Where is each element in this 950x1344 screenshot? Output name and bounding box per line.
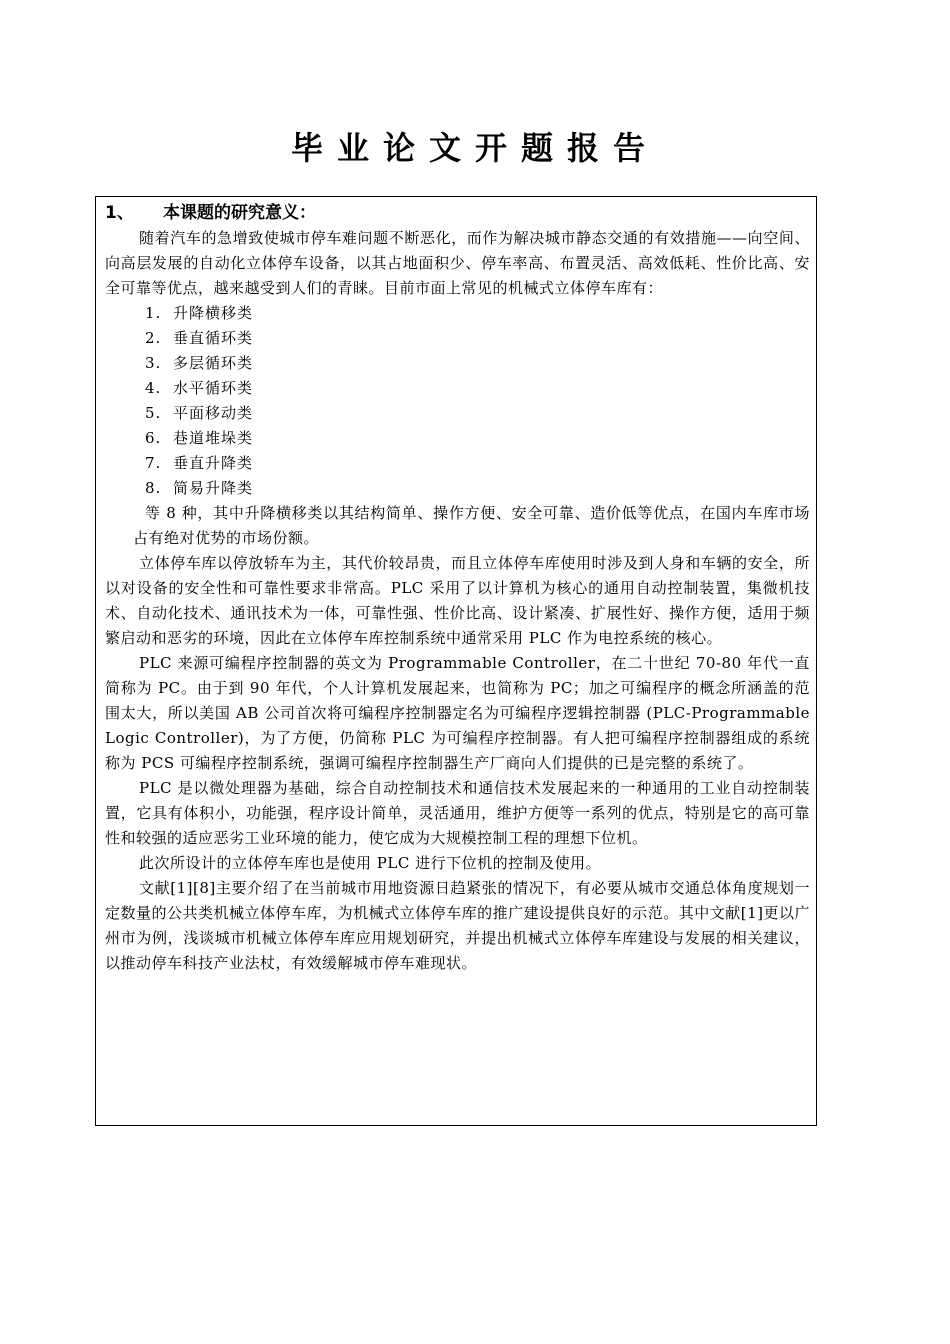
section-heading (105, 200, 810, 226)
paragraph-summary: 等 8 种，其中升降横移类以其结构简单、操作方便、安全可靠、造价低等优点，在国内车库市场占有绝对优势的市场份额。 (133, 504, 810, 547)
paragraph-plc-usage: 立体停车库以停放轿车为主，其代价较昂贵，而且立体停车库使用时涉及到人身和车辆的安全，所以对设备的安全性和可靠性要求非常高。PLC 采用了以计算机为核心的通用自动控制装置，集微机技术、自动化技术、通讯技术为一体，可靠性强、性价比高、设计紧凑、扩展性好、操作方便，适用于频繁启动和恶劣的环境，因此在立体停车库控制系统中通常采用 PLC 作为电控系统的核心。 (105, 554, 810, 647)
section-title: 本课题的研究意义： (163, 203, 316, 223)
list-item: 3. 多层循环类 (145, 354, 254, 372)
list-item: 5. 平面移动类 (145, 404, 254, 422)
garage-type-list (105, 301, 810, 501)
list-item: 8. 简易升降类 (145, 479, 254, 497)
list-item: 6. 巷道堆垛类 (145, 429, 254, 447)
paragraph-plc-origin: PLC 来源可编程序控制器的英文为 Programmable Controller，在二十世纪 70-80 年代一直简称为 PC。由于到 90 年代，个人计算机发展起来，也简称为 PC；加之可编程序的概念所涵盖的范围太大，所以美国 AB 公司首次将可编程序控制器定名为可编程序逻辑控制器 (PLC-Programmable Logic Controller)，为了方便，仍简称 PLC 为可编程序控制器。有人把可编程序控制器组成的系统称为 PCS 可编程序控制系统，强调可编程序控制器生产厂商向人们提供的已是完整的系统了。 (105, 654, 810, 772)
list-item: 2. 垂直循环类 (145, 329, 254, 347)
report-content (105, 200, 810, 976)
document-title: 毕业论文开题报告 (290, 129, 659, 167)
list-item: 4. 水平循环类 (145, 379, 254, 397)
paragraph-plc-definition: PLC 是以微处理器为基础，综合自动控制技术和通信技术发展起来的一种通用的工业自动控制装置，它具有体积小，功能强，程序设计简单，灵活通用，维护方便等一系列的优点，特别是它的高可靠性和较强的适应恶劣工业环境的能力，使它成为大规模控制工程的理想下位机。 (105, 779, 810, 847)
section-number: 1、 (105, 203, 134, 223)
paragraph-intro: 随着汽车的急增致使城市停车难问题不断恶化，而作为解决城市静态交通的有效措施——向空间、向高层发展的自动化立体停车设备，以其占地面积少、停车率高、布置灵活、高效低耗、性价比高、安全可靠等优点，越来越受到人们的青睐。目前市面上常见的机械式立体停车库有： (105, 229, 810, 297)
paragraph-design-note: 此次所设计的立体停车库也是使用 PLC 进行下位机的控制及使用。 (139, 854, 602, 872)
list-item: 1. 升降横移类 (145, 304, 254, 322)
paragraph-literature: 文献[1][8]主要介绍了在当前城市用地资源日趋紧张的情况下，有必要从城市交通总体角度规划一定数量的公共类机械立体停车库，为机械式立体停车库的推广建设提供良好的示范。其中文献[1]更以广州市为例，浅谈城市机械立体停车库应用规划研究，并提出机械式立体停车库建设与发展的相关建议，以推动停车科技产业法杖，有效缓解城市停车难现状。 (105, 879, 810, 972)
list-item: 7. 垂直升降类 (145, 454, 254, 472)
